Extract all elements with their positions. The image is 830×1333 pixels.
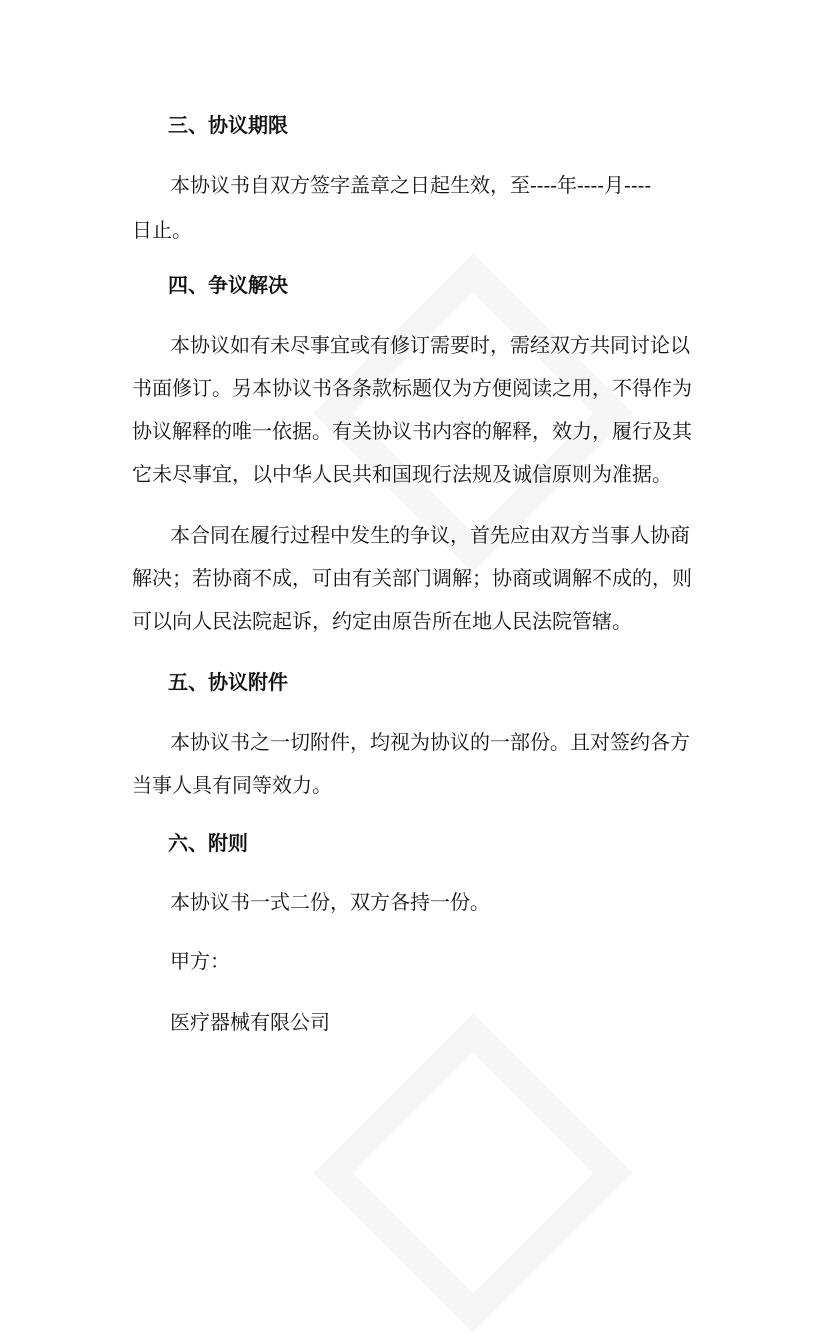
- paragraph-line: 书面修订。另本协议书各条款标题仅为方便阅读之用，不得作为: [132, 376, 692, 400]
- paragraph-line: 甲方：: [170, 949, 230, 973]
- section-heading: 三、协议期限: [168, 113, 288, 137]
- paragraph-line: 它未尽事宜，以中华人民共和国现行法规及诚信原则为准据。: [132, 462, 672, 486]
- paragraph-line: 可以向人民法院起诉，约定由原告所在地人民法院管辖。: [132, 609, 632, 633]
- paragraph-line: 解决；若协商不成，可由有关部门调解；协商或调解不成的，则: [132, 566, 692, 590]
- paragraph-line: 日止。: [132, 218, 192, 242]
- paragraph-line: 本合同在履行过程中发生的争议，首先应由双方当事人协商: [170, 523, 690, 547]
- paragraph-line: 本协议书之一切附件，均视为协议的一部份。且对签约各方: [170, 730, 690, 754]
- watermark: [313, 1013, 633, 1333]
- paragraph-line: 本协议书一式二份，双方各持一份。: [170, 890, 490, 914]
- paragraph-line: 医疗器械有限公司: [170, 1010, 330, 1034]
- paragraph-line: 当事人具有同等效力。: [132, 773, 332, 797]
- section-heading: 六、附则: [168, 831, 248, 855]
- paragraph-line: 协议解释的唯一依据。有关协议书内容的解释，效力，履行及其: [132, 419, 692, 443]
- paragraph-line: 本协议如有未尽事宜或有修订需要时，需经双方共同讨论以: [170, 333, 690, 357]
- section-heading: 四、争议解决: [168, 273, 288, 297]
- section-heading: 五、协议附件: [168, 670, 288, 694]
- paragraph-line: 本协议书自双方签字盖章之日起生效，至----年----月----: [170, 173, 652, 197]
